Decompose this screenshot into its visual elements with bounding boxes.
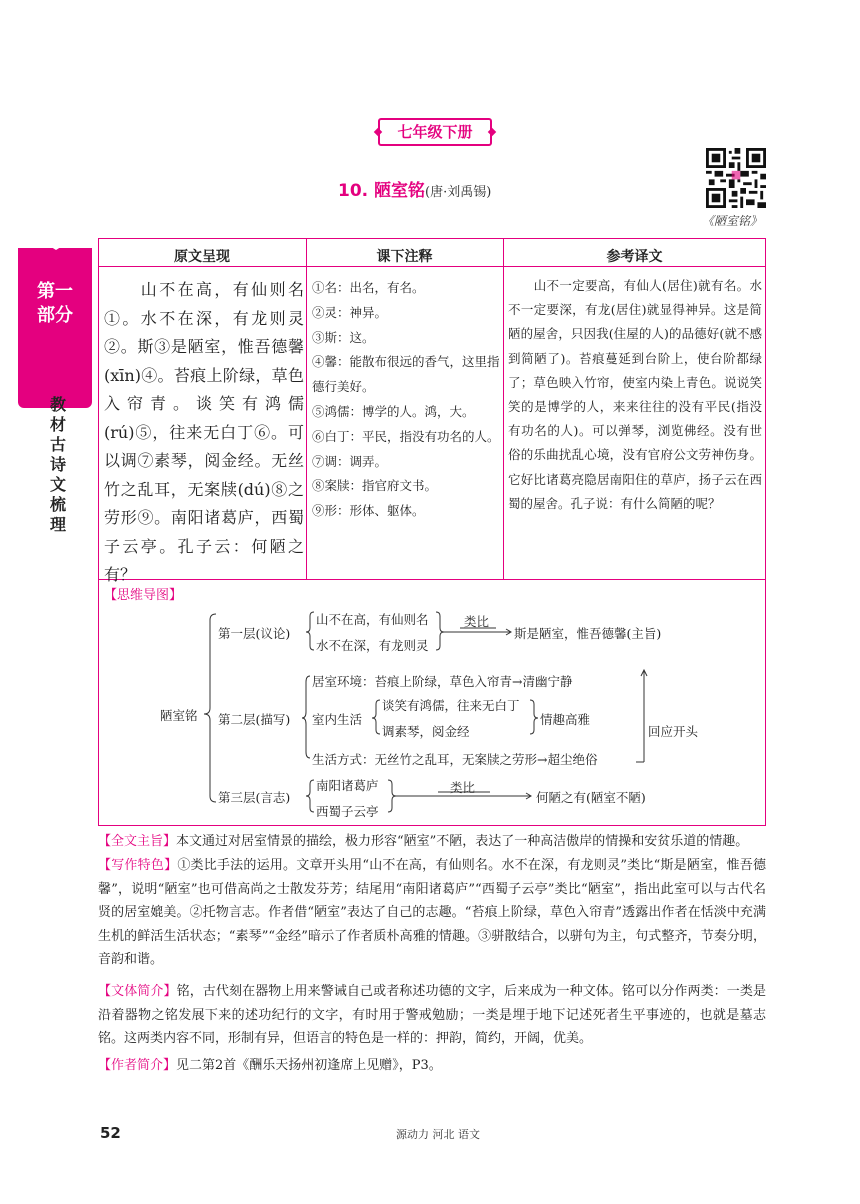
part-label: 第一部分	[37, 281, 73, 326]
notes-list	[312, 276, 500, 524]
table-col-divider-1	[306, 238, 307, 579]
section-genre-label: 【文体简介】	[98, 984, 177, 999]
section-author-label: 【作者简介】	[98, 1058, 177, 1073]
section-author-text: 见二第2首《酬乐天扬州初逢席上见赠》，P3。	[176, 1058, 442, 1073]
part-tab	[18, 248, 92, 408]
header-original: 原文呈现	[174, 249, 230, 265]
note-item: ⑥白丁：平民，指没有功名的人。	[312, 428, 500, 444]
header-translation: 参考译文	[606, 249, 663, 265]
part-tab-notch	[40, 240, 72, 250]
note-item: ⑧案牍：指官府文书。	[312, 478, 438, 494]
note-item: ③斯：这。	[312, 329, 375, 345]
original-text-body: 山不在高，有仙则名①。水不在深，有龙则灵②。斯③是陋室，惟吾德馨(xīn)④。苔痕上阶绿，草色入帘青。谈笑有鸿儒(rú)⑤，往来无白丁⑥。可以调⑦素琴，阅金经。无丝竹之乱耳，无案牍(dú)⑧之劳形⑨。南阳诸葛庐，西蜀子云亭。孔子云：何陋之有？	[104, 280, 304, 584]
table-header-divider	[98, 266, 766, 267]
section-author	[98, 1054, 766, 1078]
table-col-divider-2	[503, 238, 504, 579]
note-item: ⑨形：形体、躯体。	[312, 503, 425, 519]
note-item: ④馨：能散布很远的香气，这里指德行美好。	[312, 354, 500, 395]
mindmap-env: 居室环境：苔痕上阶绿，草色入帘青→清幽宁静	[312, 674, 573, 689]
mindmap-layer3: 第三层(言志)	[218, 790, 291, 805]
lesson-title	[338, 176, 491, 201]
mindmap-layer1-b: 水不在深，有龙则灵	[316, 638, 429, 653]
original-text	[104, 276, 304, 590]
mindmap-indoor-result: 情趣高雅	[540, 712, 591, 727]
section-features	[98, 854, 766, 972]
page-number: 52	[100, 1124, 121, 1142]
mindmap-echo: 回应开头	[648, 724, 699, 739]
note-item: ⑦调：调弄。	[312, 453, 388, 469]
note-item: ②灵：神异。	[312, 304, 388, 320]
mindmap-layer1-a: 山不在高，有仙则名	[316, 612, 429, 627]
section-features-text: ①类比手法的运用。文章开头用“山不在高，有仙则名。水不在深，有龙则灵”类比“斯是陋室，惟吾德馨”，说明“陋室”也可借高尚之士散发芬芳；结尾用“南阳诸葛庐”“西蜀子云亭”类比“陋室”，指出此室可以与古代名贤的居室媲美。②托物言志。作者借“陋室”表达了自己的志趣。“苔痕上阶绿，草色入帘青”透露出作者在恬淡中充满生机的鲜活生活状态；“素琴”“金经”暗示了作者质朴高雅的情趣。③骈散结合，以骈句为主，句式整齐，节奏分明，音韵和谐。	[98, 858, 766, 967]
mindmap-analogy-2: 类比	[450, 780, 476, 795]
qr-caption: 《陋室铭》	[702, 214, 763, 228]
header-notes: 课下注释	[376, 249, 433, 265]
section-genre	[98, 980, 766, 1051]
mindmap-root: 陋室铭	[160, 708, 198, 723]
section-theme-text: 本文通过对居室情景的描绘，极力形容“陋室”不陋，表达了一种高洁傲岸的情操和安贫乐道的情趣。	[176, 834, 749, 849]
mindmap-layer3-b: 西蜀子云亭	[316, 804, 379, 819]
mindmap-analogy-1: 类比	[464, 614, 490, 629]
mindmap-style: 生活方式：无丝竹之乱耳，无案牍之劳形→超尘绝俗	[312, 752, 598, 767]
translation-text	[508, 274, 762, 516]
note-item: ①名：出名，有名。	[312, 280, 425, 295]
mindmap-label: 【思维导图】	[104, 588, 183, 603]
section-theme-label: 【全文主旨】	[98, 834, 177, 849]
mindmap-indoor: 室内生活	[312, 712, 363, 727]
mindmap-layer2: 第二层(描写)	[218, 712, 291, 727]
mindmap-layer1-result: 斯是陋室，惟吾德馨(主旨)	[514, 626, 662, 641]
qr-code-icon[interactable]	[706, 148, 766, 208]
note-item: ⑤鸿儒：博学的人。鸿，大。	[312, 403, 475, 419]
mindmap-layer3-a: 南阳诸葛庐	[316, 778, 379, 793]
footer-text: 源动力 河北 语文	[396, 1128, 480, 1141]
lesson-author: (唐·刘禹锡)	[425, 185, 492, 200]
mindmap-indoor-a: 谈笑有鸿儒，往来无白丁	[382, 698, 520, 713]
mindmap-layer1: 第一层(议论)	[218, 626, 291, 641]
lesson-title-text: 10. 陋室铭	[338, 181, 426, 201]
translation-text-body: 山不一定要高，有仙人(居住)就有名。水不一定要深，有龙(居住)就显得神异。这是简陋的屋舍，只因我(住屋的人)的品德好(就不感到简陋了)。苔痕蔓延到台阶上，使台阶都绿了；草色映入竹帘，使室内染上青色。说说笑笑的是博学的人，来来往往的没有平民(指没有功名的人)。可以弹琴，浏览佛经。没有世俗的乐曲扰乱心境，没有官府公文劳神伤身。它好比诸葛亮隐居南阳住的草庐，扬子云在西蜀的屋舍。孔子说：有什么简陋的呢？	[508, 278, 762, 511]
section-theme	[98, 830, 766, 854]
section-features-label: 【写作特色】	[98, 858, 178, 873]
mindmap-indoor-b: 调素琴，阅金经	[382, 724, 470, 739]
grade-label: 七年级下册	[378, 118, 492, 146]
section-genre-text: 铭，古代刻在器物上用来警诫自己或者称述功德的文字，后来成为一种文体。铭可以分作两类：一类是沿着器物之铭发展下来的述功纪行的文字，有时用于警戒勉励；一类是埋于地下记述死者生平事迹的，也就是墓志铭。这两类内容不同，形制有异，但语言的特色是一样的：押韵，简约，开阔，优美。	[98, 984, 766, 1046]
mindmap-layer3-result: 何陋之有(陋室不陋)	[536, 790, 646, 805]
section-label: 教材古诗文梳理	[49, 395, 66, 534]
